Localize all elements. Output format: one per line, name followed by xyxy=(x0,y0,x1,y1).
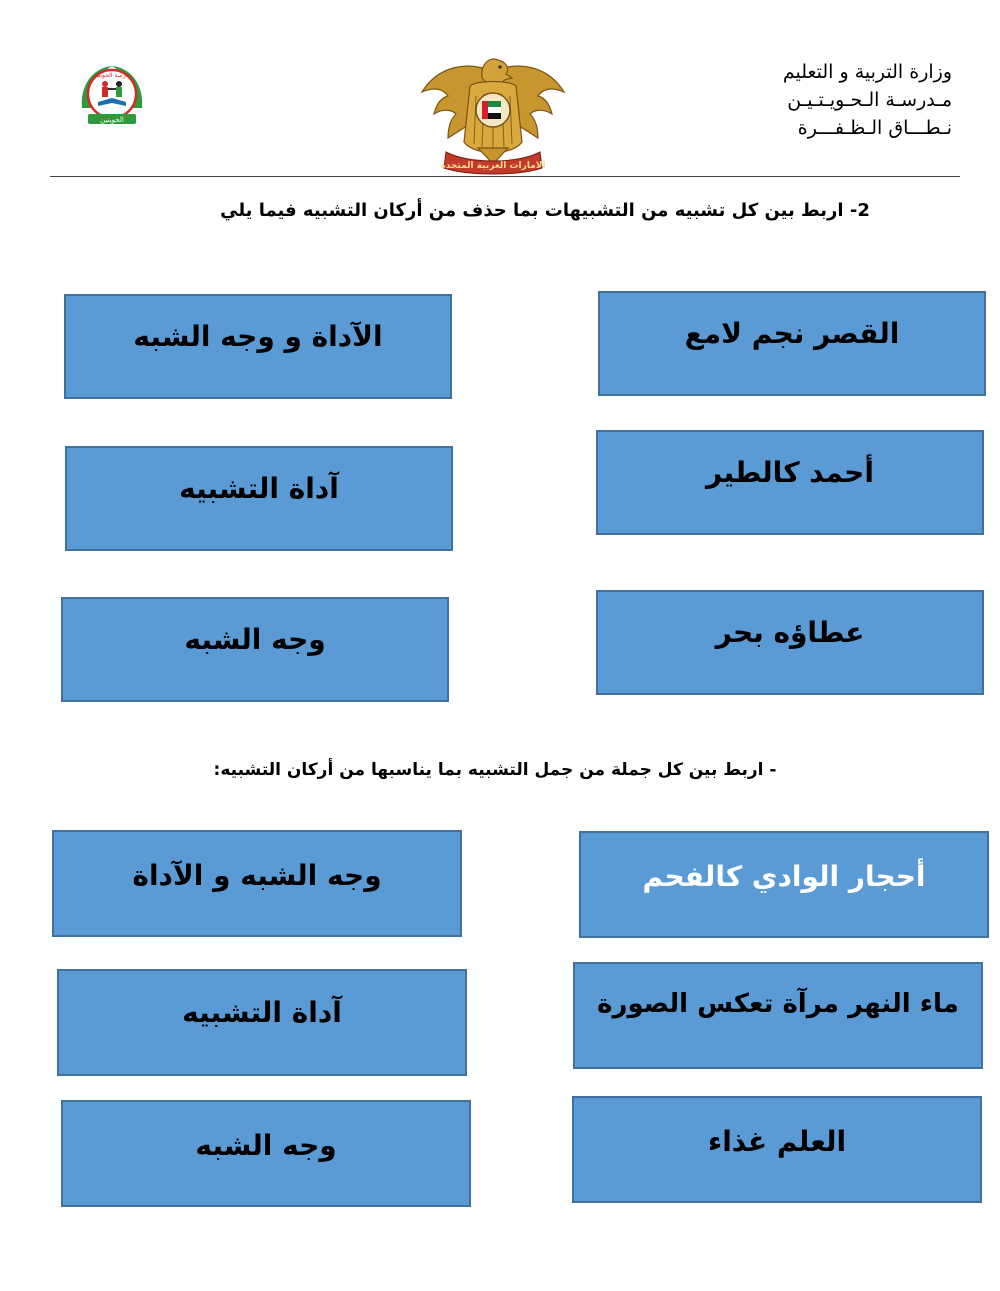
section1-right-box-2[interactable] xyxy=(596,430,984,535)
school-logo-banner: الحويتين xyxy=(100,116,124,124)
emblem-banner-text: الامارات العربية المتحدة xyxy=(440,161,546,171)
section1-right-box-3[interactable] xyxy=(596,590,984,695)
box-label: القصر نجم لامع xyxy=(684,317,900,350)
section1-right-box-1[interactable] xyxy=(598,291,986,396)
box-label: وجه الشبه و الآداة xyxy=(132,859,382,892)
section2-instruction: - اربط بين كل جملة من جمل التشبيه بما يناسبها من أركان التشبيه: xyxy=(213,760,777,780)
section2-right-box-1[interactable] xyxy=(579,831,989,938)
box-label: الآداة و وجه الشبه xyxy=(133,320,383,353)
box-label: عطاؤه بحر xyxy=(715,616,865,649)
section2-left-box-3[interactable] xyxy=(61,1100,471,1207)
section2-right-box-2[interactable] xyxy=(573,962,983,1069)
section2-right-box-3[interactable] xyxy=(572,1096,982,1203)
box-label: آداة التشبيه xyxy=(182,996,342,1029)
box-label: أحجار الوادي كالفحم xyxy=(642,860,926,893)
header-block xyxy=(672,58,952,142)
box-label: وجه الشبه xyxy=(184,623,326,656)
box-label: آداة التشبيه xyxy=(179,472,339,505)
box-label: وجه الشبه xyxy=(195,1129,337,1162)
school-name: مـدرسـة الـحـويـتـيـن xyxy=(787,89,952,111)
section1-left-box-2[interactable] xyxy=(65,446,453,551)
school-logo-icon xyxy=(74,56,150,132)
uae-emblem-icon xyxy=(418,52,568,177)
ministry-name: وزارة التربية و التعليم xyxy=(782,61,952,83)
section1-left-box-1[interactable] xyxy=(64,294,452,399)
section1-left-box-3[interactable] xyxy=(61,597,449,702)
header-divider xyxy=(50,176,960,177)
section1-instruction: 2- اربط بين كل تشبيه من التشبيهات بما حذف من أركان التشبيه فيما يلي xyxy=(220,200,870,221)
school-logo-text: مدرسة الحويتين xyxy=(92,72,132,79)
zone-name: نـطـــاق الـظـفـــرة xyxy=(797,117,952,139)
box-label: أحمد كالطير xyxy=(706,456,874,489)
section2-left-box-1[interactable] xyxy=(52,830,462,937)
box-label: العلم غذاء xyxy=(707,1125,847,1158)
section2-left-box-2[interactable] xyxy=(57,969,467,1076)
box-label: ماء النهر مرآة تعكس الصورة xyxy=(597,988,959,1019)
